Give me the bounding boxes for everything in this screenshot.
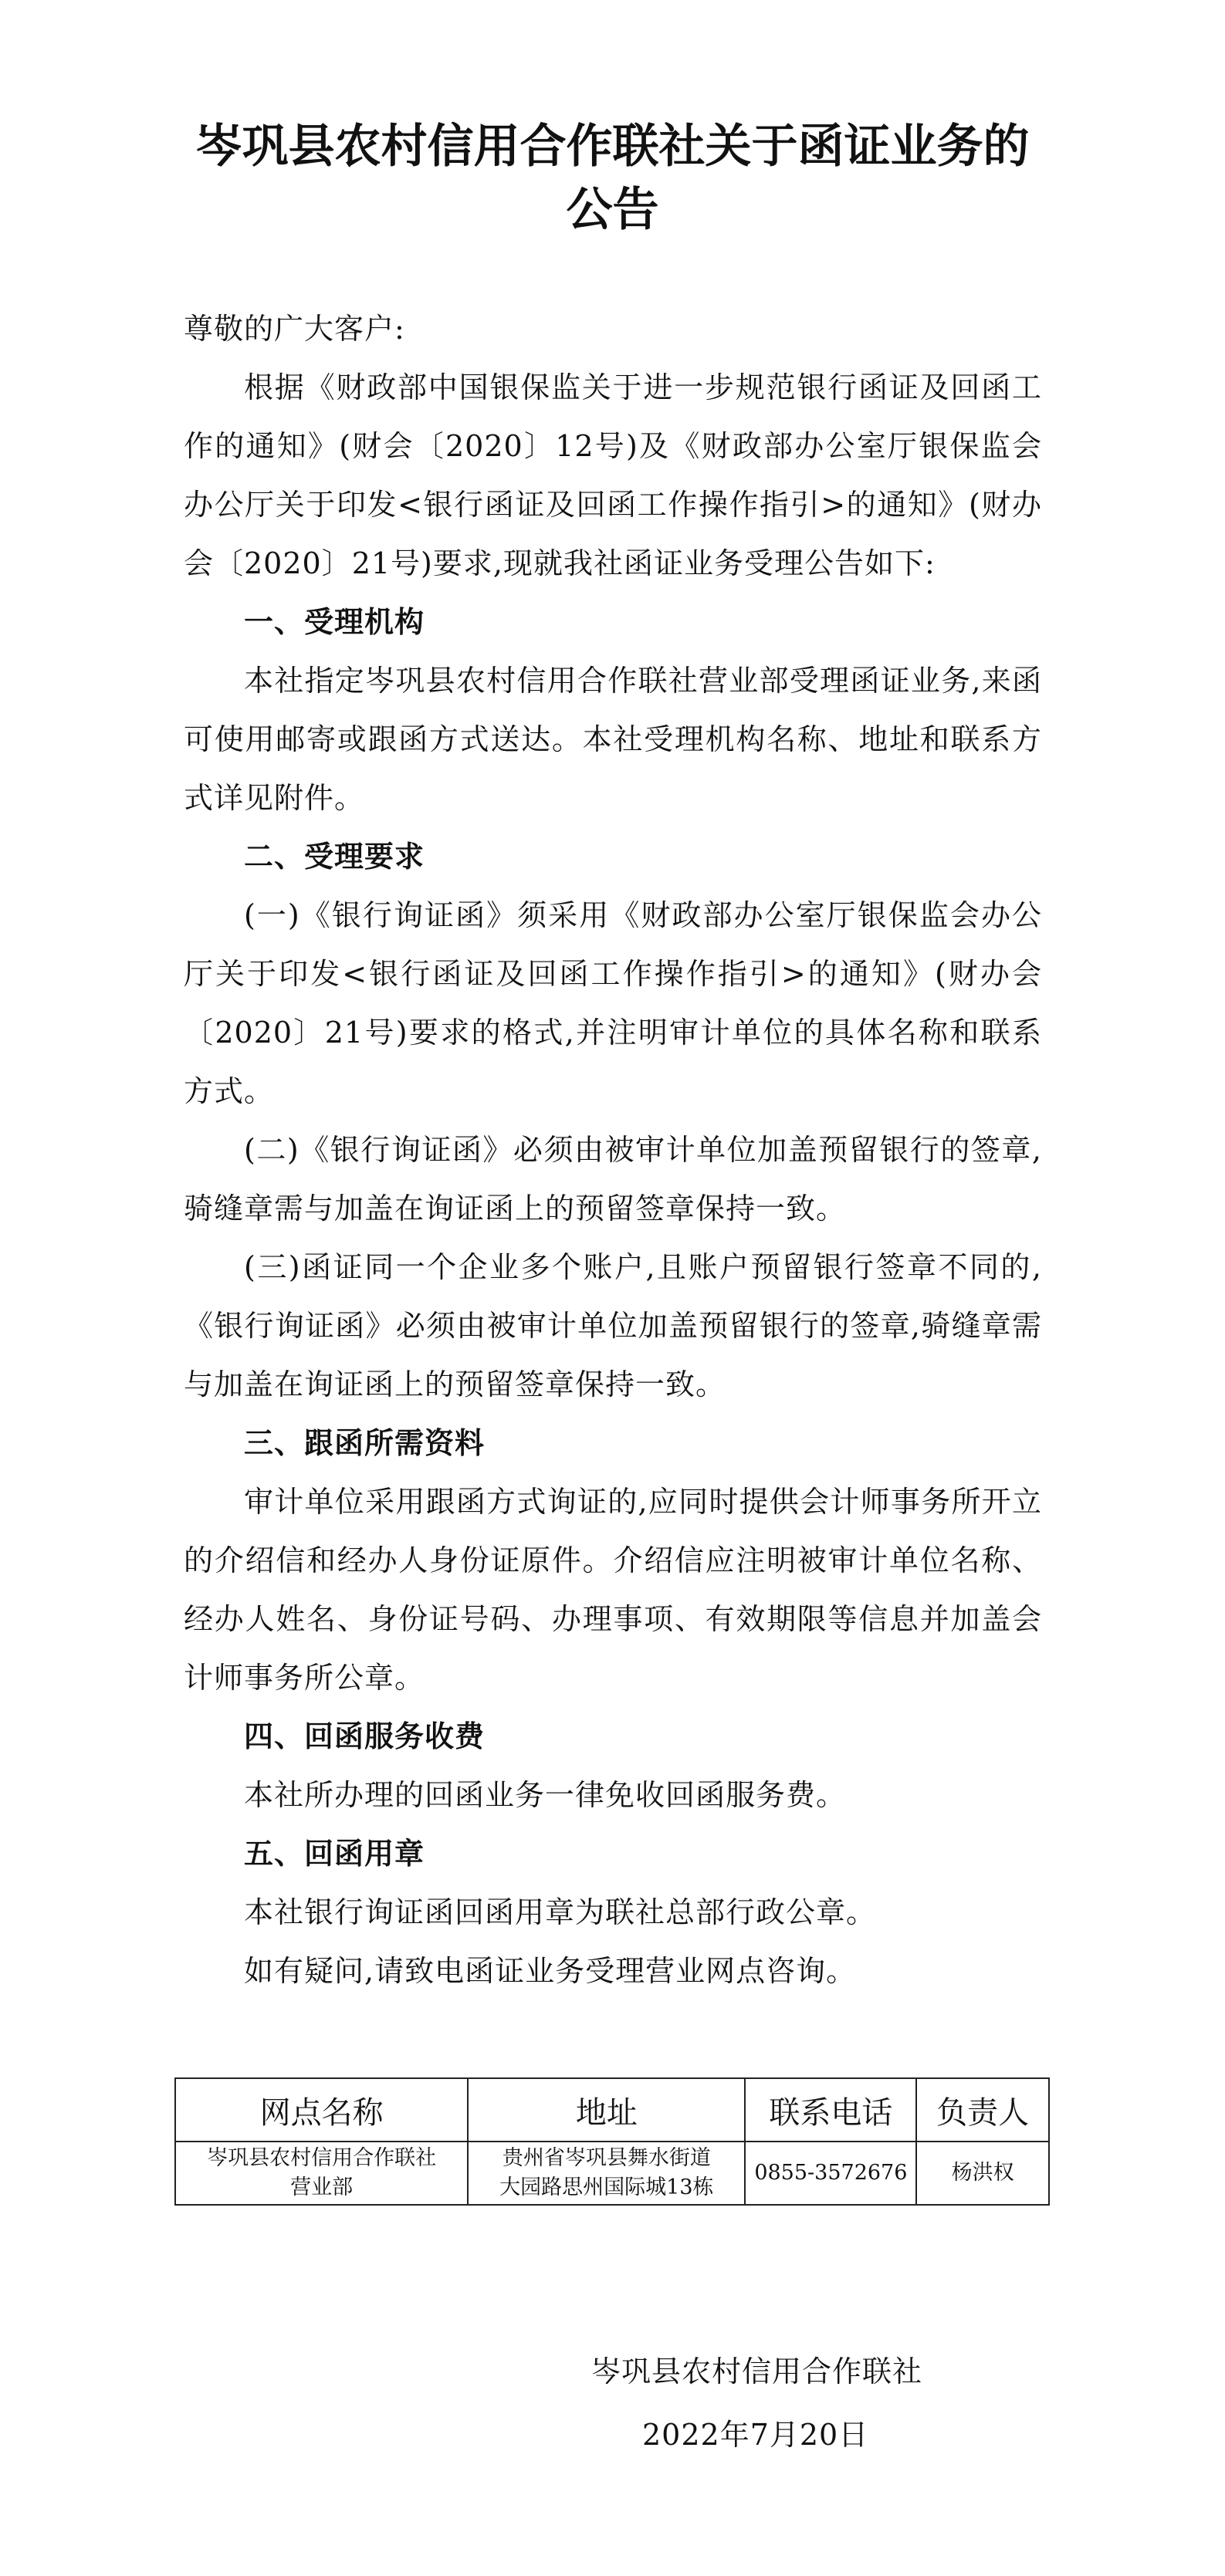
inquiry-note: 如有疑问,请致电函证业务受理营业网点咨询。 <box>244 1954 857 1988</box>
section-1-heading: 一、受理机构 <box>244 605 425 639</box>
section-4-heading: 四、回函服务收费 <box>244 1719 486 1753</box>
section-2-item-1: (一)《银行询证函》须采用《财政部办公室厅银保监会办公厅关于印发<银行函证及回函工作操作指引>的通知》(财办会〔2020〕21号)要求的格式,并注明审计单位的具体名称和联系方式。 <box>184 898 1042 1108</box>
column-header-person-in-charge: 负责人 <box>916 2078 1049 2142</box>
section-4-paragraph: 本社所办理的回函业务一律免收回函服务费。 <box>244 1778 847 1812</box>
cell-address <box>468 2142 745 2205</box>
table-header-row <box>175 2078 1049 2142</box>
intro-paragraph: 根据《财政部中国银保监关于进一步规范银行函证及回函工作的通知》(财会〔2020〕12号)及《财政部办公室厅银保监会办公厅关于印发<银行函证及回函工作操作指引>的通知》(财办会〔2020〕21号)要求,现就我社函证业务受理公告如下: <box>184 370 1042 580</box>
column-header-address: 地址 <box>468 2078 745 2142</box>
document-title-continued: 公告 <box>566 183 659 237</box>
table-row <box>175 2142 1049 2205</box>
address-line-2: 大园路思州国际城13栋 <box>499 2175 714 2199</box>
section-3-heading: 三、跟函所需资料 <box>244 1426 486 1460</box>
section-5-paragraph: 本社银行询证函回函用章为联社总部行政公章。 <box>244 1895 877 1929</box>
section-2-item-3: (三)函证同一个企业多个账户,且账户预留银行签章不同的,《银行询证函》必须由被审计单位加盖预留银行的签章,骑缝章需与加盖在询证函上的预留签章保持一致。 <box>184 1250 1042 1401</box>
section-5-heading: 五、回函用章 <box>244 1837 425 1871</box>
section-3-paragraph: 审计单位采用跟函方式询证的,应同时提供会计师事务所开立的介绍信和经办人身份证原件。介绍信应注明被审计单位名称、经办人姓名、身份证号码、办理事项、有效期限等信息并加盖会计师事务所公章。 <box>184 1485 1042 1695</box>
cell-person-in-charge: 杨洪权 <box>916 2142 1049 2205</box>
signature-organization: 岑巩县农村信用合作联社 <box>591 2355 923 2388</box>
branch-contact-table <box>174 2077 1050 2206</box>
section-2-item-2: (二)《银行询证函》必须由被审计单位加盖预留银行的签章,骑缝章需与加盖在询证函上的预留签章保持一致。 <box>184 1133 1042 1225</box>
cell-phone: 0855-3572676 <box>745 2142 916 2205</box>
signature-date: 2022年7月20日 <box>642 2418 869 2452</box>
document-title: 岑巩县农村信用合作联社关于函证业务的 <box>195 120 1030 174</box>
salutation: 尊敬的广大客户: <box>184 312 405 346</box>
branch-name-line-1: 岑巩县农村信用合作联社 <box>207 2146 437 2170</box>
address-line-1: 贵州省岑巩县舞水街道 <box>502 2146 711 2170</box>
column-header-phone: 联系电话 <box>745 2078 916 2142</box>
document-body <box>184 299 1042 2000</box>
section-2-heading: 二、受理要求 <box>244 840 425 874</box>
cell-branch-name <box>175 2142 468 2205</box>
column-header-branch-name: 网点名称 <box>175 2078 468 2142</box>
section-1-paragraph: 本社指定岑巩县农村信用合作联社营业部受理函证业务,来函可使用邮寄或跟函方式送达。本社受理机构名称、地址和联系方式详见附件。 <box>184 664 1042 815</box>
branch-name-line-2: 营业部 <box>290 2175 354 2199</box>
